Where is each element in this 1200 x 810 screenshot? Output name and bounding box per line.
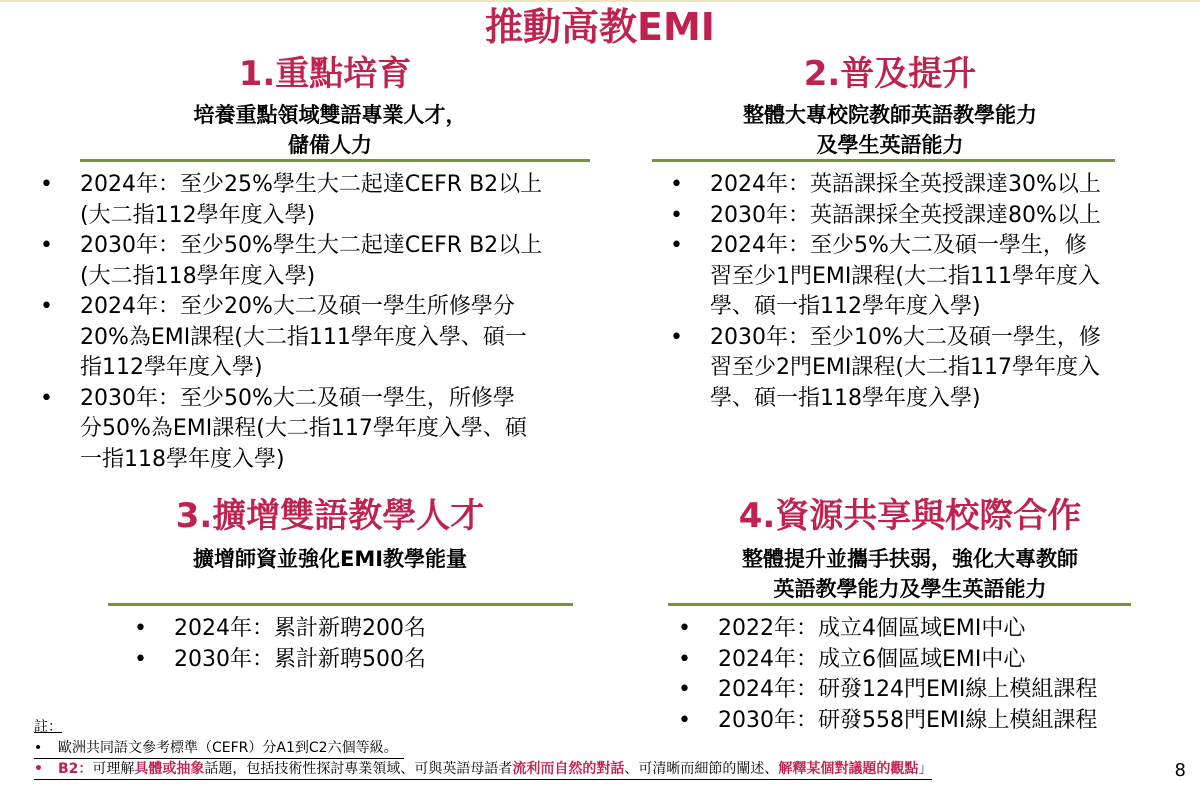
bullet-icon: • [134, 646, 147, 672]
quadrant-underline [652, 159, 1115, 162]
quadrant-subtitle: 擴增師資並強化EMI教學能量 [192, 547, 468, 571]
bullet-icon: • [670, 324, 683, 350]
list-item: • 2022年：成立4個區域EMI中心 [678, 614, 1188, 645]
bullet-icon: • [40, 233, 53, 258]
bullet-icon: • [678, 616, 691, 641]
list-item: • 2030年：累計新聘500名 [134, 645, 594, 676]
quadrant-subtitle: 整體提升並攜手扶弱，強化大專教師 英語教學能力及學生英語能力 [742, 547, 1078, 601]
quadrant-underline [80, 159, 590, 162]
quadrant-title: 2.普及提升 [803, 54, 977, 94]
quadrant-underline [668, 603, 1131, 606]
bullet-icon: • [34, 761, 43, 777]
list-item: • 2030年：至少10%大二及碩一學生，修 習至少2門EMI課程(大二指117學年度入 學、碩一指118學年度入學) [670, 324, 1101, 411]
footnote-cefr: • 歐洲共同語文參考標準（CEFR）分A1到C2六個等級。 [34, 738, 404, 759]
bullet-icon: • [678, 677, 691, 702]
list-item: • 2030年：研發558門EMI線上模組課程 [678, 706, 1188, 737]
bullet-icon: • [40, 294, 53, 319]
list-item: • 2024年：至少5%大二及碩一學生，修 習至少1門EMI課程(大二指111學年度入 學、碩一指112學年度入學) [670, 233, 1100, 319]
bullet-icon: • [678, 707, 691, 733]
target-list [134, 614, 594, 675]
list-item: • 2024年：英語課採全英授課達30%以上 [670, 170, 1190, 201]
list-item: • 2030年：英語課採全英授課達80%以上 [670, 201, 1190, 232]
quadrant-subtitle: 培養重點領域雙語專業人才， 儲備人力 [193, 103, 467, 157]
b2-label: B2： [58, 761, 93, 777]
bullet-icon: • [670, 233, 683, 258]
top-divider [0, 0, 1200, 2]
bullet-icon: • [678, 646, 691, 672]
list-item: • 2024年：研發124門EMI線上模組課程 [678, 675, 1188, 706]
page-number: 8 [1174, 760, 1186, 781]
list-item: • 2024年：至少20%大二及碩一學生所修學分 20%為EMI課程(大二指111學年度入學、碩一 指112學年度入學) [40, 294, 527, 380]
footnote-heading: 註： [34, 719, 62, 735]
bullet-icon: • [34, 740, 43, 756]
target-list [678, 614, 1188, 736]
bullet-icon: • [40, 385, 53, 411]
page-title: 推動高教EMI [485, 5, 715, 49]
list-item: • 2024年：成立6個區域EMI中心 [678, 645, 1188, 676]
bullet-icon: • [670, 172, 683, 197]
quadrant-title: 1.重點培育 [238, 54, 412, 94]
quadrant-title: 4.資源共享與校際合作 [738, 496, 1082, 536]
target-list [670, 170, 1190, 414]
quadrant-subtitle: 整體大專校院教師英語教學能力 及學生英語能力 [743, 103, 1037, 157]
bullet-icon: • [670, 202, 683, 228]
list-item: • 2030年：至少50%大二及碩一學生，所修學 分50%為EMI課程(大二指117學年度入學、碩 一指118學年度入學) [40, 385, 527, 472]
quadrant-title: 3.擴增雙語教學人才 [175, 496, 485, 536]
quadrant-underline [108, 603, 573, 606]
bullet-icon: • [134, 616, 147, 641]
target-list [40, 170, 620, 475]
list-item: • 2024年：累計新聘200名 [134, 614, 594, 645]
list-item: • 2024年：至少25%學生大二起達CEFR B2以上 (大二指112學年度入學) [40, 172, 543, 228]
footnote-b2: • B2：可理解具體或抽象話題，包括技術性探討專業領域、可與英語母語者流利而自然的對話、可清晰而細節的闡述、解釋某個對議題的觀點」 [34, 759, 932, 780]
bullet-icon: • [40, 172, 53, 197]
list-item: • 2030年：至少50%學生大二起達CEFR B2以上 (大二指118學年度入學) [40, 233, 543, 289]
